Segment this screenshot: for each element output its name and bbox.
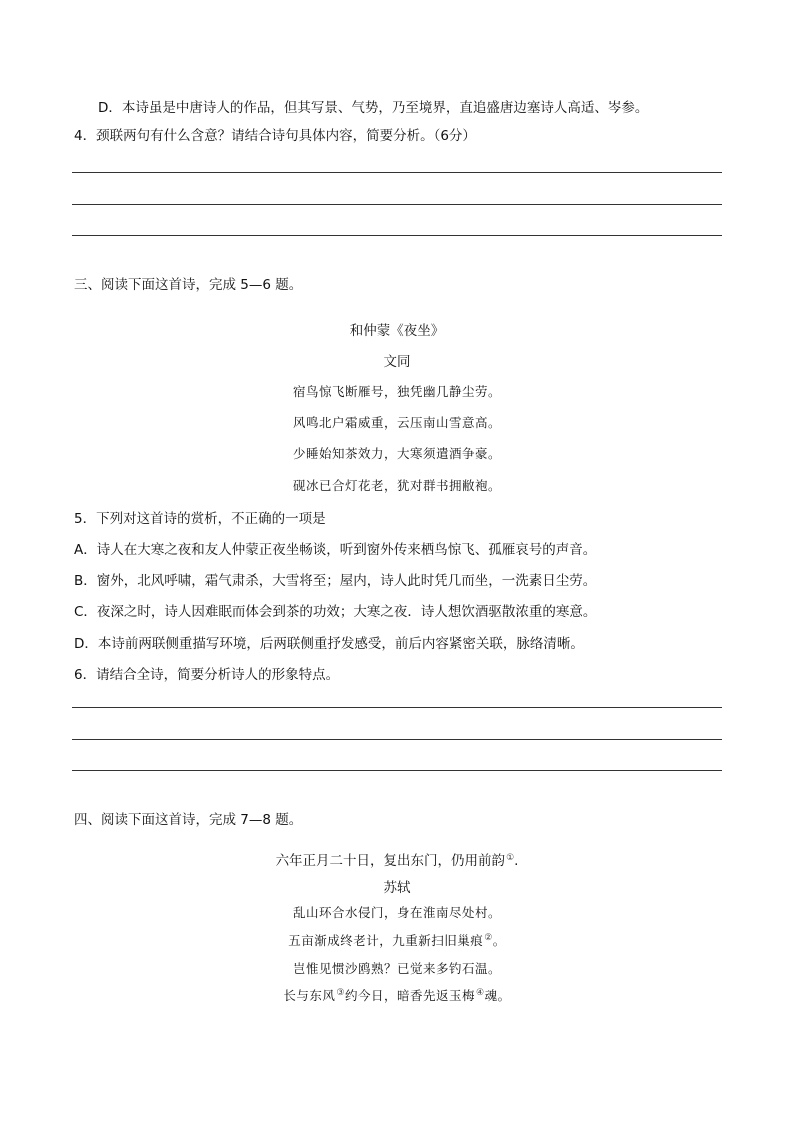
answer-line — [72, 739, 722, 740]
q5-option-a: A．诗人在大寒之夜和友人仲蒙正夜坐畅谈，听到窗外传来栖鸟惊飞、孤雁哀号的声音。 — [74, 542, 597, 558]
section-4-heading: 四、阅读下面这首诗，完成 7—8 题。 — [74, 812, 303, 828]
poem-line: 宿鸟惊飞断雁号，独凭幽几静尘劳。 — [292, 384, 501, 399]
poem-line — [0, 931, 794, 949]
poem-title-text: 六年正月二十日，复出东门，仍用前韵 — [275, 853, 506, 869]
q3-option-d: D．本诗虽是中唐诗人的作品，但其写景、气势，乃至境界，直追盛唐边塞诗人高适、岑参。 — [98, 100, 649, 116]
footnote-marker: ① — [506, 853, 515, 863]
q5-option-c: C．夜深之时，诗人因难眠而体会到茶的功效；大寒之夜．诗人想饮酒驱散浓重的寒意。 — [74, 604, 597, 620]
poem-line — [0, 986, 794, 1004]
question-6: 6．请结合全诗，简要分析诗人的形象特点。 — [74, 667, 340, 683]
poem-line-text: 五亩渐成终老计，九重新扫旧巢痕 — [288, 933, 484, 948]
answer-line — [72, 770, 722, 771]
answer-line — [72, 172, 722, 173]
question-5: 5．下列对这首诗的赏析，不正确的一项是 — [74, 511, 326, 527]
poem-line: 风鸣北户霜威重，云压南山雪意高。 — [292, 415, 501, 430]
answer-line — [72, 707, 722, 708]
poem-line-text: 约今日，暗香先返玉梅 — [344, 988, 475, 1003]
answer-line — [72, 204, 722, 205]
q5-option-b: B．窗外，北风呼啸，霜气肃杀，大雪将至；屋内，诗人此时凭几而坐，一洗素日尘劳。 — [74, 573, 597, 589]
poem-author: 文同 — [383, 354, 411, 370]
footnote-marker: ② — [484, 933, 493, 943]
poem-line-tail: 魂。 — [484, 988, 511, 1003]
poem-title: 和仲蒙《夜坐》 — [349, 323, 445, 339]
poem-line-text: 长与东风 — [283, 988, 336, 1003]
q5-option-d: D．本诗前两联侧重描写环境，后两联侧重抒发感受，前后内容紧密关联，脉络清晰。 — [74, 636, 584, 652]
answer-line — [72, 235, 722, 236]
poem-line — [0, 959, 794, 977]
poem-title — [0, 849, 794, 869]
poem-line — [0, 903, 794, 921]
poem-line-text: 岂惟见惯沙鸥熟？已觉来多钓石温。 — [292, 961, 501, 976]
poem-line-tail: 。 — [492, 933, 506, 948]
footnote-marker: ③ — [336, 988, 345, 998]
poem-line: 少睡始知茶效力，大寒须遣酒争豪。 — [292, 446, 501, 461]
section-3-heading: 三、阅读下面这首诗，完成 5—6 题。 — [74, 277, 303, 293]
poem-line-text: 乱山环合水侵门，身在淮南尽处村。 — [292, 905, 501, 920]
poem-title-tail: . — [514, 853, 519, 869]
footnote-marker: ④ — [476, 988, 485, 998]
poem-author: 苏轼 — [383, 880, 411, 896]
poem-line: 砚冰已合灯花老，犹对群书拥敝袍。 — [292, 478, 501, 493]
question-4: 4．颈联两句有什么含意？请结合诗句具体内容，简要分析。（6分） — [74, 128, 476, 144]
